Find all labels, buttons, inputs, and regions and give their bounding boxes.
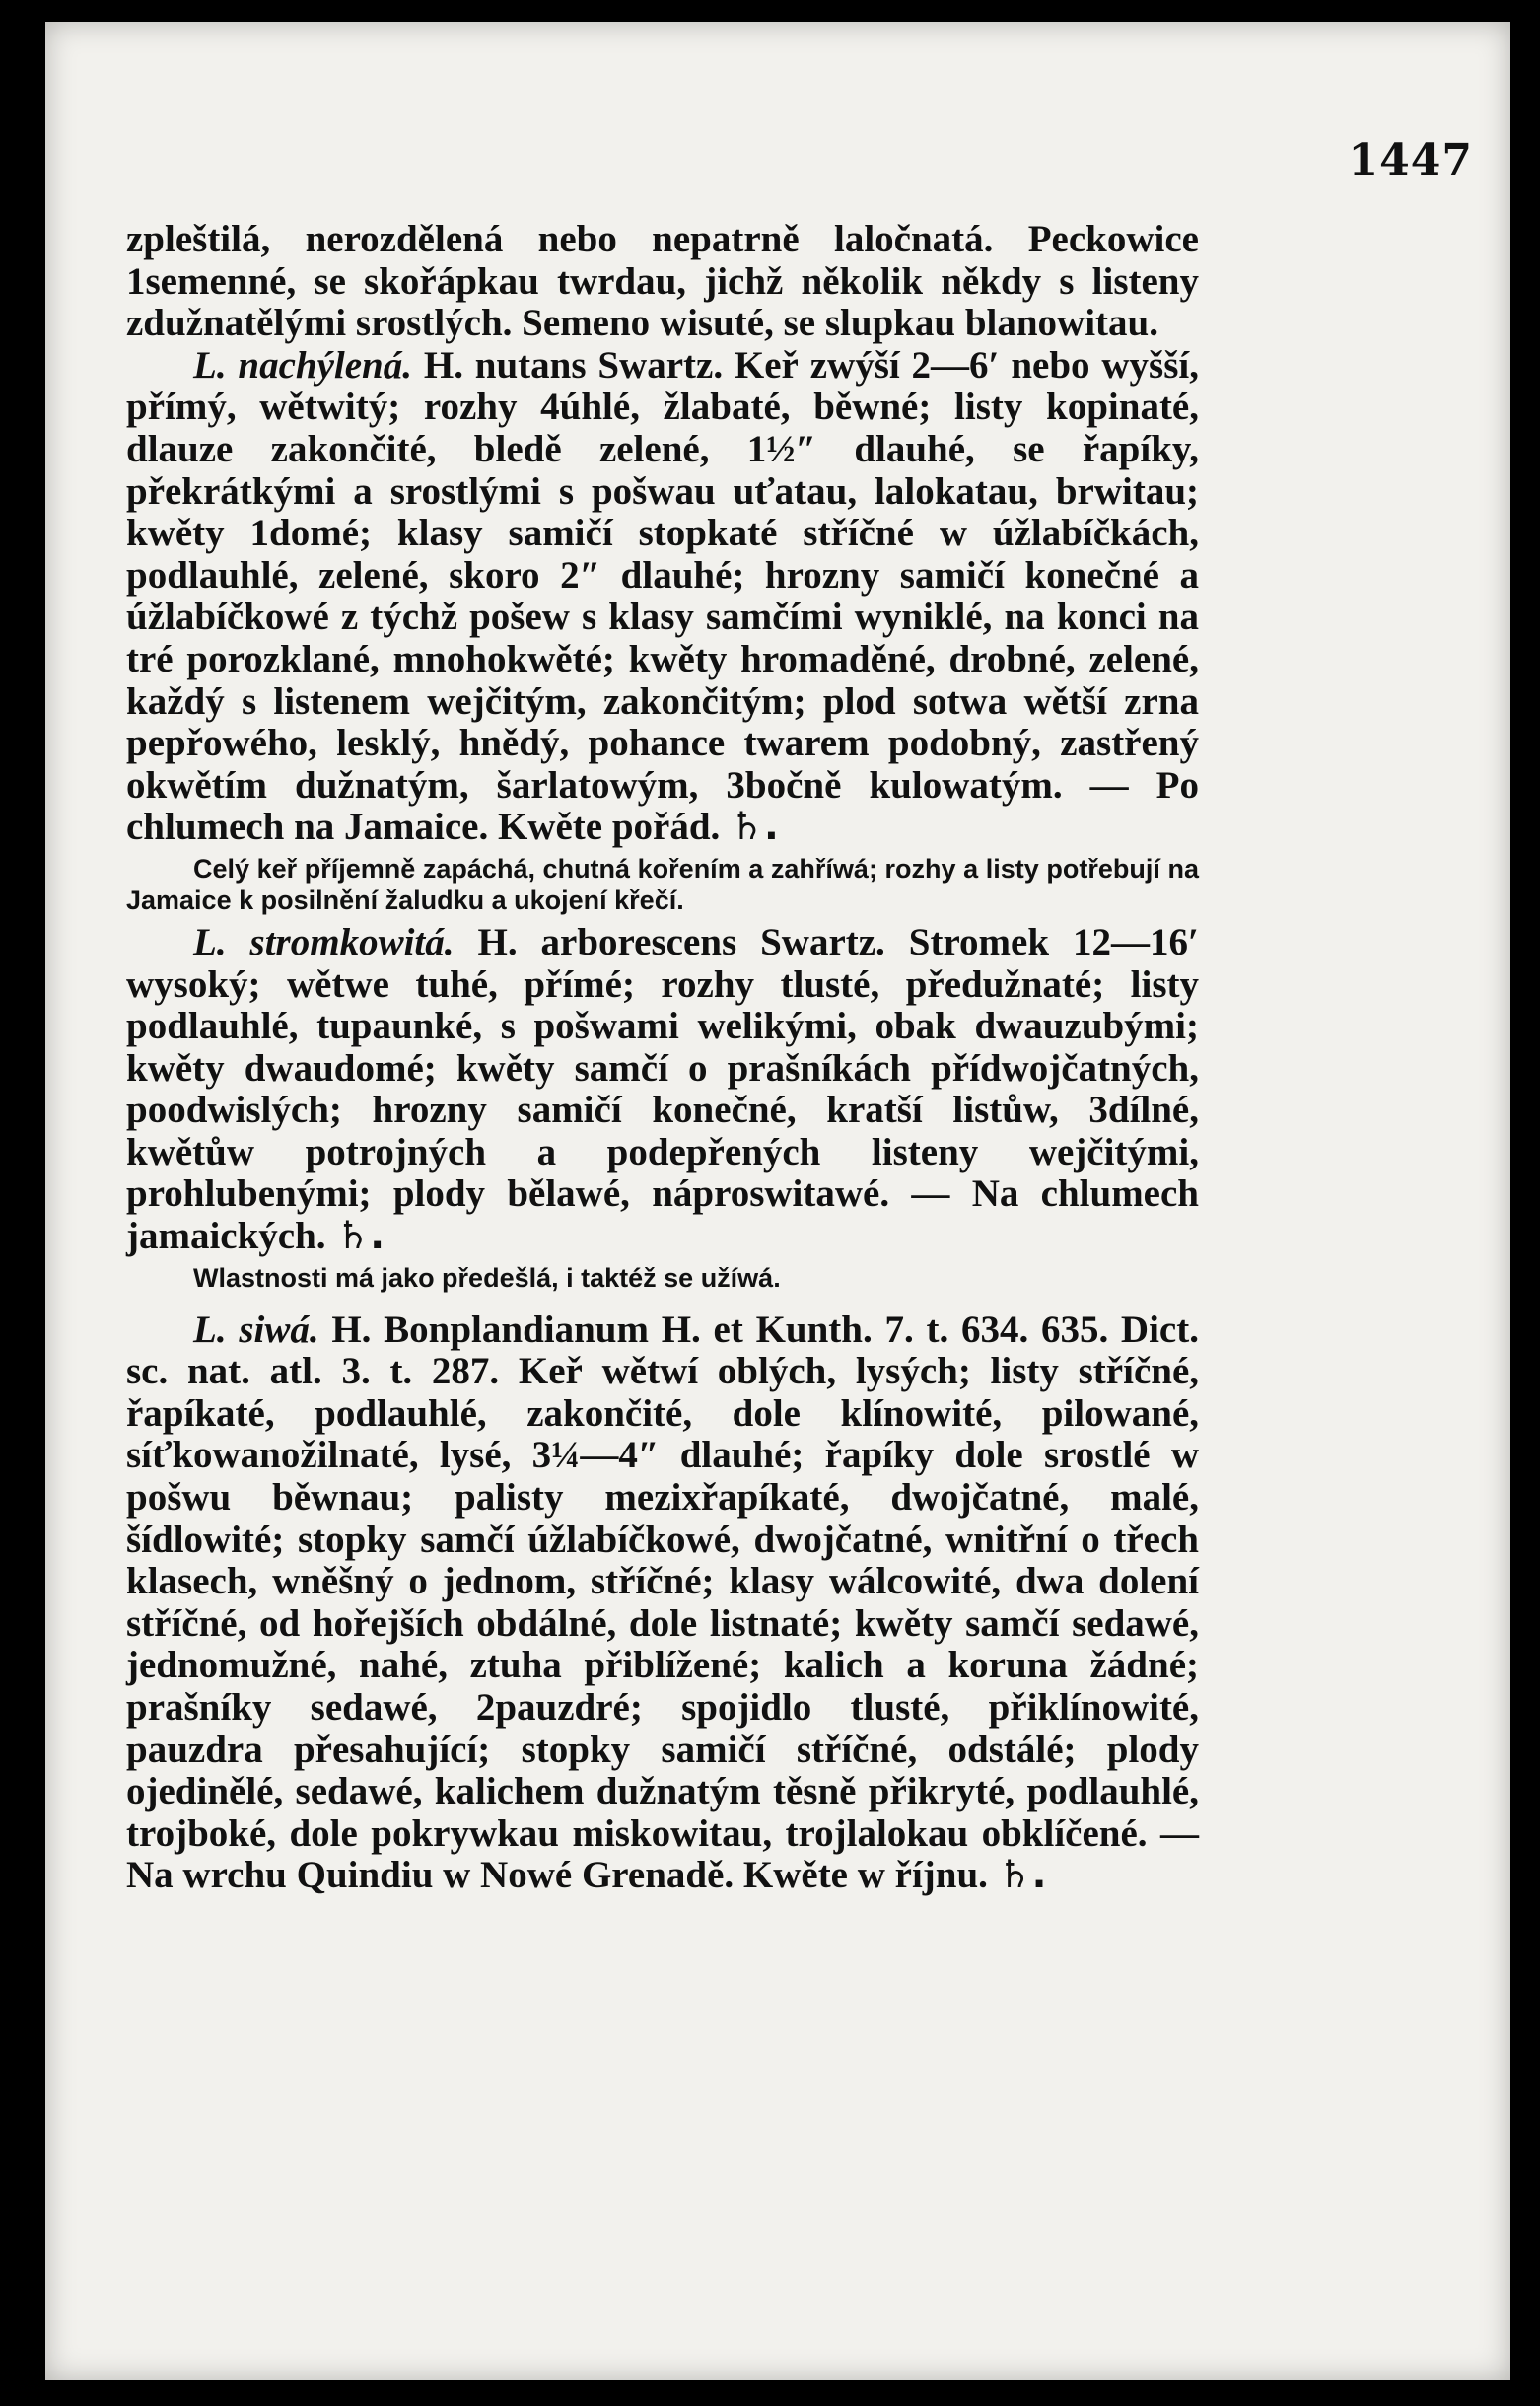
paragraph-text: H. arborescens Swartz. Stromek 12—16′ wysoký; wětwe tuhé, přímé; rozhy tlusté, předužnaté; listy podlauhlé, tupaunké, s pošwami welikými, obak dwauzubými; kwěty dwaudomé; kwěty samčí o prašníkách přídwojčatných, poodwislých; hrozny samičí konečné, kratší listůw, 3dílné, kwětůw potrojných a podepřených listeny wejčitými, prohlubenými; plody bělawé, náproswitawé. — Na chlumech jamaických. [126, 920, 1199, 1258]
shrub-symbol: ♄. [730, 805, 779, 850]
paragraph-species-arborescens [126, 922, 1199, 1258]
note-text: Wlastnosti má jako předešlá, i taktéž se užíwá. [193, 1262, 781, 1293]
note-text: Celý keř příjemně zapáchá, chutná kořením a zahříwá; rozhy a listy potřebují na Jamaice k posilnění žaludku a ukojení křečí. [126, 853, 1199, 915]
paragraph-text: H. nutans Swartz. Keř zwýší 2—6′ nebo wyšší, přímý, wětwitý; rozhy 4úhlé, žlabaté, běwné; listy kopinaté, dlauze zakončité, bledě zelené, 1½″ dlauhé, se řapíky, překrátkými a srostlými s pošwau uťatau, lalokatau, brwitau; kwěty 1domé; klasy samičí stopkaté stříčné w úžlabíčkách, podlauhlé, zelené, skoro 2″ dlauhé; hrozny samičí konečné a úžlabíčkowé z týchž pošew s klasy samčími wyniklé, na konci na tré porozklané, mnohokwěté; kwěty hromaděné, drobné, zelené, každý s listenem wejčitým, zakončitým; plod sotwa wětší zrna pepřowého, lesklý, hnědý, pohance twarem podobný, zastřený okwětím dužnatým, šarlatowým, 3bočně kulowatým. — Po chlumech na Jamaice. Kwěte pořád. [126, 343, 1199, 849]
paragraph-genus-description [126, 219, 1199, 345]
page-number: 1447 [1348, 135, 1473, 185]
book-page [45, 22, 1510, 2380]
tree-symbol: ♄. [335, 1214, 385, 1259]
paragraph-text: H. Bonplandianum H. et Kunth. 7. t. 634. 635. Dict. sc. nat. atl. 3. t. 287. Keř wětwí oblých, lysých; listy stříčné, řapíkaté, podlauhlé, zakončité, dole klínowité, pilowané, síťkowanožilnaté, lysé, 3¼—4″ dlauhé; řapíky dole srostlé w pošwu běwnau; palisty mezixřapíkaté, dwojčatné, malé, šídlowité; stopky samčí úžlabíčkowé, dwojčatné, wnitřní o třech klasech, wněšný o jednom, stříčné; klasy wálcowité, dwa dolení stříčné, od hořejších obdálné, dole listnaté; kwěty samčí sedawé, jednomužné, nahé, ztuha přiblížené; kalich a koruna žádné; prašníky sedawé, 2pauzdré; spojidlo tlusté, přiklínowité, pauzdra přesahující; stopky samičí stříčné, odstálé; plody ojedinělé, sedawé, kalichem dužnatým těsně přikryté, podlauhlé, trojboké, dole pokrywkau miskowitau, trojlalokau obklíčené. — Na wrchu Quindiu w Nowé Grenadě. Kwěte w říjnu. [126, 1308, 1199, 1897]
species-name: L. siwá. [193, 1308, 319, 1351]
species-name: L. nachýlená. [193, 343, 413, 387]
shrub-symbol: ♄. [997, 1853, 1047, 1898]
paragraph-species-nutans [126, 345, 1199, 849]
paragraph-species-bonplandianum [126, 1309, 1199, 1897]
note-usage-nutans [126, 853, 1199, 916]
species-name: L. stromkowitá. [193, 920, 455, 963]
note-usage-arborescens [126, 1262, 1199, 1294]
paragraph-text: zpleštilá, nerozdělená nebo nepatrně laločnatá. Peckowice 1semenné, se skořápkau twrdau, jichž několik někdy s listeny zdužnatělými srostlých. Semeno wisuté, se slupkau blanowitau. [126, 218, 1199, 345]
text-body [126, 219, 1199, 1897]
